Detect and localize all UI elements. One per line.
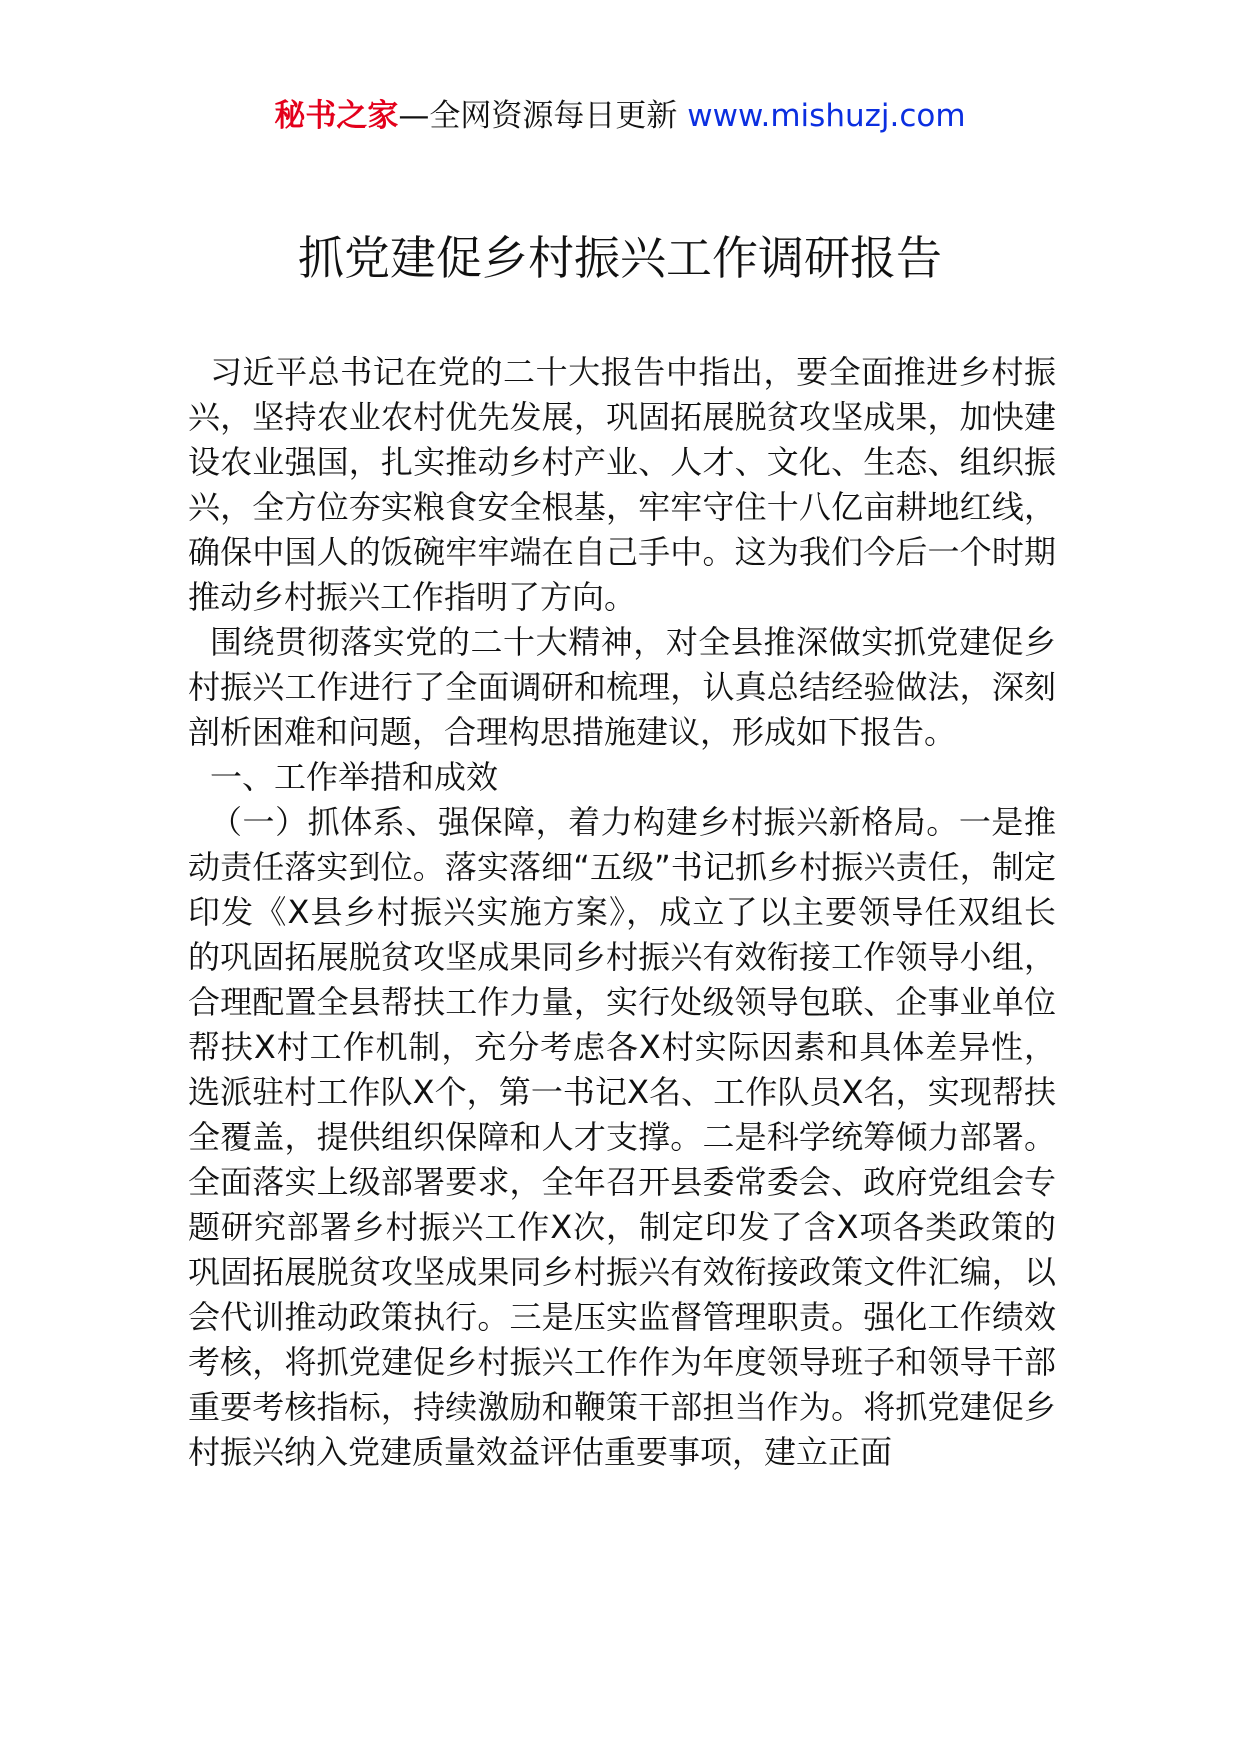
document-title: 抓党建促乡村振兴工作调研报告 [298,231,942,285]
paragraph-subsection-1: （一）抓体系、强保障，着力构建乡村振兴新格局。一是推动责任落实到位。落实落细“五级”书记抓乡村振兴责任，制定印发《X县乡村振兴实施方案》，成立了以主要领导任双组长的巩固拓展脱贫攻坚成果同乡村振兴有效衔接工作领导小组，合理配置全县帮扶工作力量，实行处级领导包联、企事业单位帮扶X村工作机制，充分考虑各X村实际因素和具体差异性，选派驻村工作队X个，第一书记X名、工作队员X名，实现帮扶全覆盖，提供组织保障和人才支撑。二是科学统筹倾力部署。全面落实上级部署要求，全年召开县委常委会、政府党组会专题研究部署乡村振兴工作X次，制定印发了含X项各类政策的巩固拓展脱贫攻坚成果同乡村振兴有效衔接政策文件汇编，以会代训推动政策执行。三是压实监督管理职责。强化工作绩效考核，将抓党建促乡村振兴工作作为年度领导班子和领导干部重要考核指标，持续激励和鞭策干部担当作为。将抓党建促乡村振兴纳入党建质量效益评估重要事项，建立正面 [188,803,1056,1471]
document-body [188,350,1056,1475]
section-heading-1: 一、工作举措和成效 [210,758,499,796]
site-header-banner [0,96,1240,136]
site-url-link[interactable]: www.mishuzj.com [687,98,966,134]
paragraph-intro: 习近平总书记在党的二十大报告中指出，要全面推进乡村振兴，坚持农业农村优先发展，巩固拓展脱贫攻坚成果，加快建设农业强国，扎实推动乡村产业、人才、文化、生态、组织振兴，全方位夯实粮食安全根基，牢牢守住十八亿亩耕地红线，确保中国人的饭碗牢牢端在自己手中。这为我们今后一个时期推动乡村振兴工作指明了方向。 [188,353,1056,616]
header-tagline: —全网资源每日更新 [398,98,688,134]
brand-name: 秘书之家 [274,98,399,134]
paragraph-purpose: 围绕贯彻落实党的二十大精神，对全县推深做实抓党建促乡村振兴工作进行了全面调研和梳理，认真总结经验做法，深刻剖析困难和问题，合理构思措施建议，形成如下报告。 [188,623,1056,751]
